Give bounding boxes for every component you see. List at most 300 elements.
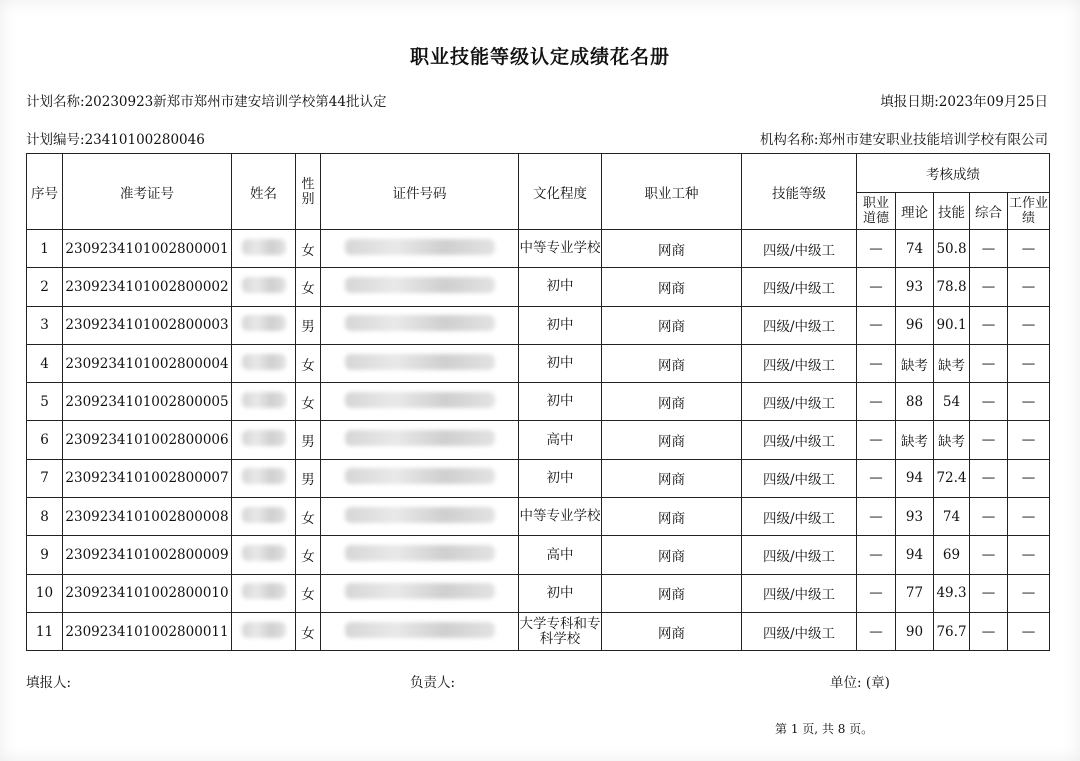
cell-level [742,421,857,459]
cell-occupation-text: 网商 [658,549,685,566]
cell-gender [296,459,321,497]
cell-exam-no-text: 2309234101002800004 [65,355,229,372]
cell-work-performance [1008,421,1050,459]
cell-education [519,306,602,344]
plan-number-label: 计划编号: [26,132,85,148]
redacted-blur [345,315,495,331]
cell-theory-text: 94 [905,470,924,487]
cell-level [742,306,857,344]
cell-work-performance [1008,459,1050,497]
header-name: 姓名 [232,154,296,230]
cell-occupation-text: 网商 [658,280,685,297]
cell-gender-text: 男 [301,434,315,451]
cell-name [232,268,296,306]
cell-theory [896,383,934,421]
cell-comprehensive [970,268,1008,306]
cell-skill-text: 69 [942,547,961,564]
cell-level-text: 四级/中级工 [762,280,836,297]
cell-ethics [857,344,896,382]
cell-seq [27,383,63,421]
cell-occupation-text: 网商 [658,625,685,642]
cell-gender-text: 女 [301,587,315,604]
header-gender: 性别 [296,154,321,230]
redacted-blur [345,430,495,446]
cell-id-no [321,268,519,306]
cell-work-performance [1008,344,1050,382]
cell-occupation-text: 网商 [658,319,685,336]
cell-ethics-text: — [869,278,883,295]
cell-education-text: 高中 [546,546,574,563]
redacted-blur [242,315,286,331]
cell-comprehensive [970,459,1008,497]
cell-exam-no-text: 2309234101002800008 [65,508,229,525]
redacted-blur [345,507,495,523]
cell-skill [934,459,970,497]
cell-comprehensive [970,612,1008,650]
cell-comprehensive-text: — [981,585,996,602]
cell-theory [896,268,934,306]
cell-occupation [602,459,742,497]
cell-occupation [602,536,742,574]
cell-occupation [602,498,742,536]
cell-work-performance-text: — [1021,508,1036,525]
cell-skill [934,306,970,344]
cell-work-performance [1008,268,1050,306]
cell-exam-no [63,459,232,497]
cell-name [232,383,296,421]
header-scores: 考核成绩 [857,154,1050,193]
cell-theory-text: 缺考 [901,357,928,374]
cell-skill-text: 90.1 [936,317,967,334]
cell-comprehensive-text: — [981,240,996,257]
cell-theory-text: 90 [905,623,924,640]
redacted-blur [345,545,495,561]
cell-occupation [602,268,742,306]
cell-theory [896,498,934,536]
cell-comprehensive [970,230,1008,268]
cell-occupation-text: 网商 [658,242,685,259]
cell-ethics [857,383,896,421]
cell-education-text: 初中 [546,393,574,410]
cell-theory [896,230,934,268]
table-row [27,421,1050,459]
plan-name-label: 计划名称: [26,94,85,110]
cell-ethics-text: — [869,623,883,640]
cell-skill-text: 49.3 [936,585,967,602]
cell-level [742,498,857,536]
header-occupation: 职业工种 [602,154,742,230]
cell-work-performance [1008,230,1050,268]
cell-comprehensive [970,421,1008,459]
cell-education [519,498,602,536]
cell-theory-text: 93 [905,508,924,525]
cell-occupation [602,383,742,421]
cell-ethics [857,306,896,344]
cell-ethics [857,612,896,650]
redacted-blur [242,277,286,293]
cell-ethics-text: — [869,432,883,449]
fill-date-line [880,90,1048,110]
redacted-blur [345,277,495,293]
header-work-performance: 工作业绩 [1008,193,1050,230]
cell-occupation-text: 网商 [658,395,685,412]
plan-name-line [26,90,386,110]
cell-gender-text: 女 [301,357,315,374]
cell-occupation [602,230,742,268]
redacted-blur [242,507,286,523]
cell-level-text: 四级/中级工 [762,510,836,527]
cell-skill-text: 76.7 [936,623,967,640]
cell-education-text: 初中 [546,355,574,372]
cell-seq-text: 6 [40,432,49,449]
filler-signature-label: 填报人: [26,675,72,691]
cell-theory-text: 88 [905,393,924,410]
cell-theory [896,421,934,459]
cell-education [519,421,602,459]
cell-work-performance-text: — [1021,355,1036,372]
cell-seq-text: 10 [35,585,54,602]
cell-work-performance-text: — [1021,240,1036,257]
cell-seq-text: 2 [40,278,49,295]
cell-name [232,306,296,344]
cell-seq-text: 8 [40,508,49,525]
cell-skill [934,383,970,421]
cell-id-no [321,574,519,612]
cell-exam-no [63,536,232,574]
redacted-blur [345,354,495,370]
cell-name [232,459,296,497]
cell-occupation-text: 网商 [658,434,685,451]
cell-education [519,344,602,382]
cell-occupation [602,612,742,650]
cell-skill-text: 缺考 [938,434,965,451]
cell-work-performance [1008,498,1050,536]
roster-body [27,230,1050,651]
cell-skill [934,344,970,382]
cell-level-text: 四级/中级工 [762,319,836,336]
header-exam-no: 准考证号 [63,154,232,230]
cell-gender-text: 女 [301,625,315,642]
cell-education [519,612,602,650]
cell-work-performance [1008,574,1050,612]
cell-theory-text: 缺考 [901,434,928,451]
cell-comprehensive-text: — [981,317,996,334]
responsible-signature-label: 负责人: [410,675,456,691]
cell-skill [934,536,970,574]
cell-level-text: 四级/中级工 [762,625,836,642]
cell-ethics-text: — [869,317,883,334]
cell-exam-no [63,344,232,382]
cell-skill-text: 缺考 [938,357,965,374]
cell-ethics-text: — [869,393,883,410]
cell-seq [27,498,63,536]
cell-seq [27,574,63,612]
cell-gender-text: 男 [301,319,315,336]
cell-level-text: 四级/中级工 [762,472,836,489]
page-indicator: 第 1 页, 共 8 页。 [775,722,874,736]
redacted-blur [242,430,286,446]
cell-id-no [321,498,519,536]
cell-gender-text: 女 [301,395,315,412]
cell-exam-no [63,421,232,459]
cell-exam-no-text: 2309234101002800003 [65,317,229,334]
cell-level-text: 四级/中级工 [762,357,836,374]
redacted-blur [242,583,286,599]
cell-exam-no-text: 2309234101002800002 [65,278,229,295]
cell-skill-text: 78.8 [936,278,967,295]
cell-theory [896,574,934,612]
cell-exam-no [63,230,232,268]
cell-work-performance-text: — [1021,623,1036,640]
cell-theory [896,536,934,574]
cell-gender [296,498,321,536]
cell-ethics [857,421,896,459]
cell-gender-text: 男 [301,472,315,489]
cell-skill-text: 50.8 [936,240,967,257]
redacted-blur [345,583,495,599]
cell-occupation-text: 网商 [658,587,685,604]
cell-seq-text: 11 [35,623,54,640]
cell-gender [296,383,321,421]
cell-work-performance-text: — [1021,317,1036,334]
cell-id-no [321,306,519,344]
cell-level [742,344,857,382]
cell-education [519,536,602,574]
cell-education-text: 中等专业学校 [519,240,601,257]
cell-work-performance [1008,612,1050,650]
table-row [27,612,1050,650]
header-id-no: 证件号码 [321,154,519,230]
cell-comprehensive-text: — [981,432,996,449]
cell-gender [296,536,321,574]
cell-theory [896,459,934,497]
cell-level-text: 四级/中级工 [762,587,836,604]
cell-id-no [321,421,519,459]
cell-seq-text: 1 [40,240,49,257]
cell-name [232,230,296,268]
cell-skill-text: 54 [942,393,961,410]
cell-level [742,536,857,574]
cell-seq [27,612,63,650]
cell-gender [296,344,321,382]
cell-skill-text: 74 [942,508,961,525]
header-seq: 序号 [27,154,63,230]
cell-comprehensive [970,574,1008,612]
cell-exam-no [63,268,232,306]
organization-value: 郑州市建安职业技能培训学校有限公司 [818,132,1048,148]
cell-skill [934,612,970,650]
cell-work-performance [1008,306,1050,344]
cell-seq [27,230,63,268]
cell-id-no [321,383,519,421]
cell-comprehensive-text: — [981,470,996,487]
cell-comprehensive-text: — [981,547,996,564]
cell-level [742,459,857,497]
cell-ethics-text: — [869,470,883,487]
cell-ethics-text: — [869,585,883,602]
cell-work-performance-text: — [1021,547,1036,564]
cell-ethics [857,498,896,536]
cell-name [232,421,296,459]
cell-comprehensive [970,383,1008,421]
table-row [27,536,1050,574]
header-ethics: 职业道德 [857,193,896,230]
cell-exam-no [63,498,232,536]
cell-seq [27,421,63,459]
cell-level-text: 四级/中级工 [762,242,836,259]
cell-name [232,498,296,536]
header-level: 技能等级 [742,154,857,230]
cell-level-text: 四级/中级工 [762,395,836,412]
redacted-blur [345,622,495,638]
cell-exam-no-text: 2309234101002800005 [65,393,229,410]
cell-education-text: 初中 [546,469,574,486]
cell-id-no [321,230,519,268]
cell-skill [934,421,970,459]
cell-level [742,383,857,421]
cell-gender [296,230,321,268]
plan-number-value: 23410100280046 [84,132,205,148]
cell-theory-text: 77 [905,585,924,602]
cell-gender-text: 女 [301,549,315,566]
cell-seq [27,536,63,574]
cell-occupation [602,421,742,459]
cell-gender [296,268,321,306]
cell-id-no [321,612,519,650]
unit-stamp-label: 单位: (章) [830,675,890,691]
cell-work-performance-text: — [1021,393,1036,410]
redacted-blur [242,354,286,370]
cell-theory-text: 74 [905,240,924,257]
cell-ethics-text: — [869,508,883,525]
cell-comprehensive [970,498,1008,536]
cell-theory [896,612,934,650]
cell-education [519,574,602,612]
redacted-blur [242,392,286,408]
cell-occupation [602,306,742,344]
cell-name [232,344,296,382]
plan-number-line [26,128,205,148]
cell-education-text: 中等专业学校 [519,508,601,525]
cell-exam-no-text: 2309234101002800010 [65,585,229,602]
cell-theory-text: 93 [905,278,924,295]
cell-comprehensive [970,536,1008,574]
table-row [27,268,1050,306]
cell-exam-no [63,383,232,421]
cell-education-text: 初中 [546,584,574,601]
cell-education-text: 大学专科和专科学校 [519,615,601,647]
cell-theory-text: 96 [905,317,924,334]
cell-work-performance-text: — [1021,278,1036,295]
cell-work-performance-text: — [1021,470,1036,487]
cell-work-performance-text: — [1021,432,1036,449]
cell-ethics-text: — [869,547,883,564]
header-education: 文化程度 [519,154,602,230]
cell-ethics [857,268,896,306]
header-skill: 技能 [934,193,970,230]
cell-seq-text: 5 [40,393,49,410]
cell-skill [934,230,970,268]
cell-skill [934,268,970,306]
cell-education [519,459,602,497]
cell-comprehensive-text: — [981,508,996,525]
cell-theory [896,344,934,382]
fill-date-label: 填报日期: [880,94,939,110]
cell-exam-no-text: 2309234101002800007 [65,470,229,487]
cell-level [742,268,857,306]
cell-skill [934,498,970,536]
header-comprehensive: 综合 [970,193,1008,230]
cell-seq [27,344,63,382]
cell-education [519,230,602,268]
cell-exam-no [63,612,232,650]
cell-name [232,612,296,650]
cell-id-no [321,344,519,382]
cell-ethics [857,536,896,574]
cell-seq [27,306,63,344]
cell-name [232,536,296,574]
cell-ethics [857,459,896,497]
plan-name-value: 20230923新郑市郑州市建安培训学校第44批认定 [84,94,387,110]
cell-work-performance [1008,536,1050,574]
cell-level [742,612,857,650]
cell-seq-text: 9 [40,547,49,564]
redacted-blur [345,468,495,484]
document-title: 职业技能等级认定成绩花名册 [409,46,670,68]
cell-seq-text: 4 [40,355,49,372]
redacted-blur [242,468,286,484]
cell-gender [296,574,321,612]
cell-ethics-text: — [869,240,883,257]
cell-level [742,574,857,612]
redacted-blur [242,622,286,638]
cell-education [519,383,602,421]
score-roster-table [26,153,1050,651]
cell-ethics [857,230,896,268]
cell-skill-text: 72.4 [936,470,967,487]
fill-date-value: 2023年09月25日 [938,94,1048,110]
cell-theory [896,306,934,344]
cell-occupation-text: 网商 [658,357,685,374]
cell-exam-no-text: 2309234101002800006 [65,432,229,449]
cell-exam-no [63,574,232,612]
cell-skill [934,574,970,612]
cell-work-performance-text: — [1021,585,1036,602]
cell-comprehensive-text: — [981,355,996,372]
cell-comprehensive [970,344,1008,382]
table-row [27,498,1050,536]
cell-work-performance [1008,383,1050,421]
cell-exam-no-text: 2309234101002800001 [65,240,229,257]
cell-level-text: 四级/中级工 [762,549,836,566]
cell-level-text: 四级/中级工 [762,434,836,451]
cell-gender [296,306,321,344]
table-row [27,383,1050,421]
redacted-blur [242,239,286,255]
header-theory: 理论 [896,193,934,230]
table-row [27,344,1050,382]
cell-occupation-text: 网商 [658,472,685,489]
cell-level [742,230,857,268]
organization-line [760,128,1048,148]
cell-id-no [321,459,519,497]
cell-comprehensive [970,306,1008,344]
cell-exam-no-text: 2309234101002800009 [65,547,229,564]
cell-education-text: 高中 [546,431,574,448]
cell-theory-text: 94 [905,547,924,564]
table-row [27,306,1050,344]
cell-education-text: 初中 [546,278,574,295]
